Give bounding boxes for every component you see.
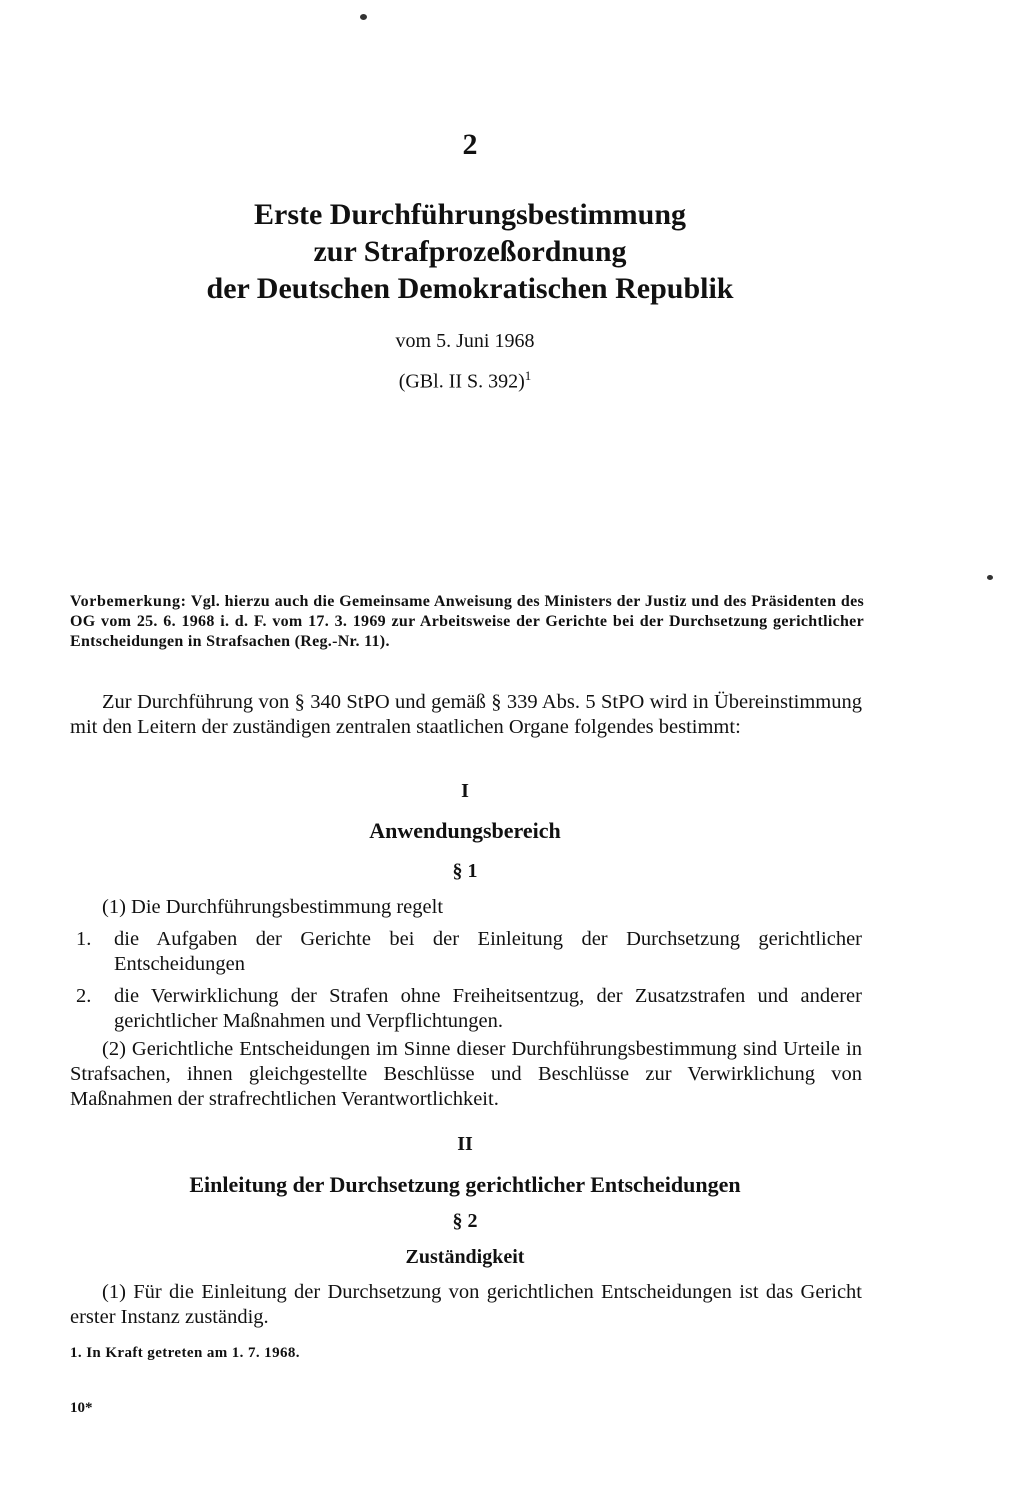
preliminary-remark — [70, 592, 864, 652]
subsection-1: (1) Für die Einleitung der Durchsetzung von gerichtlichen Entscheidungen ist das Gericht erster Instanz zuständig. — [70, 1281, 862, 1328]
section-heading: Einleitung der Durchsetzung gerichtlicher Entscheidungen — [189, 1172, 741, 1197]
document-title — [0, 196, 940, 307]
chapter-number: 2 — [462, 128, 478, 161]
list-item-text: die Verwirklichung der Strafen ohne Freiheitsentzug, der Zusatzstrafen und anderer gerichtlicher Maßnahmen und Verpflichtungen. — [114, 985, 862, 1032]
footnote: 1. In Kraft getreten am 1. 7. 1968. — [70, 1345, 300, 1361]
subsection-2: (2) Gerichtliche Entscheidungen im Sinne dieser Durchführungsbestimmung sind Urteile in Strafsachen, ihnen gleichgestellte Beschlüsse und Beschlüsse zur Verwirklichung von Maßnahmen der strafrechtlichen Verantwortlichkeit. — [70, 1038, 862, 1110]
title-line: der Deutschen Demokratischen Republik — [206, 272, 734, 305]
scan-speck — [987, 575, 993, 580]
subheading: Zuständigkeit — [405, 1246, 525, 1268]
paragraph-number: § 2 — [452, 1210, 478, 1232]
list-item-text: die Aufgaben der Gerichte bei der Einleitung der Durchsetzung gerichtlicher Entscheidungen — [114, 928, 862, 975]
intro-paragraph: Zur Durchführung von § 340 StPO und gemäß § 339 Abs. 5 StPO wird in Übereinstimmung mit den Leitern der zuständigen zentralen staatlichen Organe folgendes bestimmt: — [70, 691, 862, 738]
section-number: I — [461, 780, 469, 802]
page-signature: 10* — [70, 1400, 93, 1416]
list-item — [76, 984, 862, 1034]
issue-date: vom 5. Juni 1968 — [395, 330, 535, 352]
scan-speck — [360, 14, 367, 20]
gazette-source — [0, 368, 930, 394]
paragraph-number: § 1 — [452, 860, 478, 882]
remark-label: Vorbemerkung: — [70, 593, 187, 610]
gazette-source-text: (GBl. II S. 392) — [398, 370, 525, 393]
section-heading: Anwendungsbereich — [369, 818, 561, 843]
list-item-number: 2. — [76, 985, 92, 1007]
section-number: II — [457, 1133, 473, 1155]
footnote-ref: 1 — [524, 368, 532, 383]
title-line: Erste Durchführungsbestimmung — [254, 198, 686, 231]
list-item-number: 1. — [76, 928, 92, 950]
remark-text: Vgl. hierzu auch die Gemeinsame Anweisung des Ministers der Justiz und des Präsidenten des OG vom 25. 6. 1968 i. d. F. vom 17. 3. 1969 zur Arbeitsweise der Gerichte bei der Durchsetzung gerichtlicher Entscheidungen in Strafsachen (Reg.-Nr. 11). — [70, 593, 864, 650]
title-line: zur Strafprozeßordnung — [313, 235, 627, 268]
list-item — [76, 927, 862, 977]
subsection-1: (1) Die Durchführungsbestimmung regelt — [102, 896, 444, 918]
